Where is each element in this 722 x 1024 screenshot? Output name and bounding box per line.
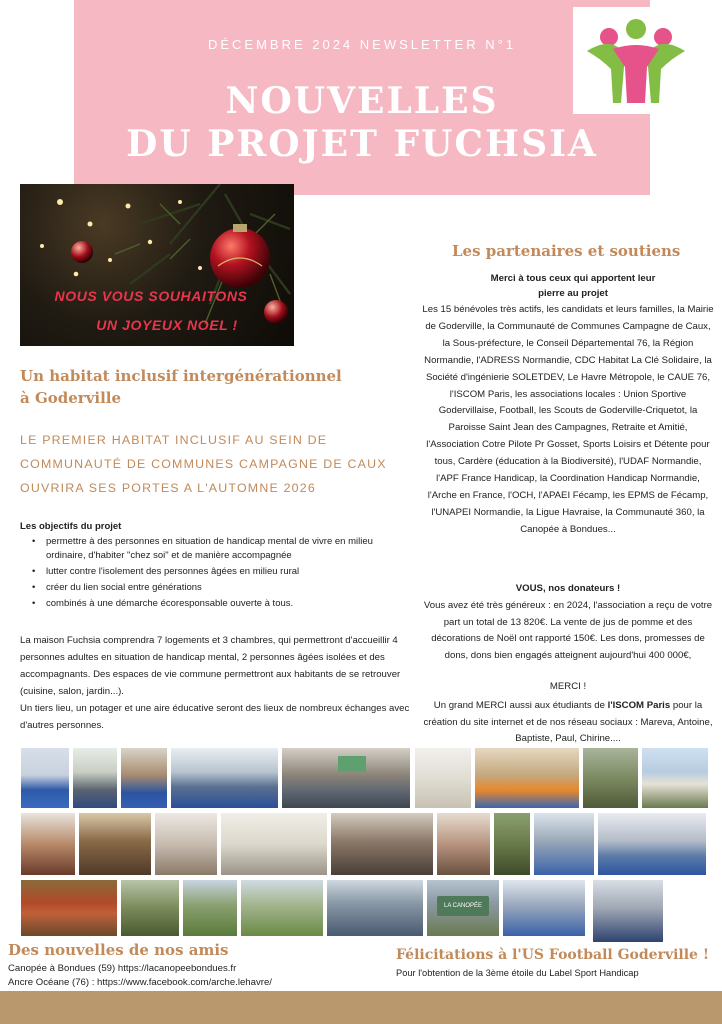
photo-pottery-table — [155, 813, 217, 875]
photo-badminton-hall — [598, 813, 706, 875]
friends-link-ancre[interactable]: Ancre Océane (76) : https://www.facebook.com/arche.lehavre/ — [8, 977, 272, 988]
photo-gym-group — [534, 813, 594, 875]
partners-title: Les partenaires et soutiens — [452, 242, 681, 260]
people-logo-icon — [573, 7, 699, 114]
congrats-subtitle: Pour l'obtention de la 3ème étoile du Label Sport Handicap — [396, 968, 639, 978]
friends-title: Des nouvelles de nos amis — [8, 941, 229, 959]
objectives-list — [36, 535, 406, 612]
photo-meeting-room — [282, 748, 410, 808]
title-line-1: NOUVELLES — [225, 80, 499, 122]
congrats-title: Félicitations à l'US Football Goderville ! — [396, 947, 709, 963]
photo-orchard — [183, 880, 237, 936]
page-title — [74, 80, 650, 166]
canopee-sign-board: LA CANOPÉE — [437, 896, 489, 916]
photo-group-walkers — [73, 748, 117, 808]
photo-kitchen-team — [415, 748, 471, 808]
iscom-thanks — [422, 698, 714, 748]
objective-item: • combinés à une démarche écoresponsable ouverte à tous. — [36, 597, 406, 611]
title-line-2: DU PROJET FUCHSIA — [126, 123, 598, 165]
merci-text: MERCI ! — [549, 681, 587, 692]
photo-field-walk — [241, 880, 323, 936]
donors-title: VOUS, nos donateurs ! — [515, 583, 621, 594]
photo-conference — [331, 813, 433, 875]
photo-projection-screen — [338, 756, 366, 772]
photo-basket-players — [503, 880, 585, 936]
photo-coach-talk — [593, 880, 663, 942]
photo-garden-volunteer — [494, 813, 530, 875]
donors-text: Vous avez été très généreux : en 2024, l'association a reçu de votre part un total de 13 820€. La vente de jus de pomme et des décorations de Noël ont rapporté 150€. Les dons, promesses de dons, dons bien engagés atteignent aujourd'hui 400 000€, — [423, 600, 713, 661]
iscom-suffix: pour la création du site internet et de nos réseau sociaux : Mareva, Antoine, Baptiste, Paul, Chirine.... — [423, 700, 713, 744]
tiers-lieu-paragraph: Un tiers lieu, un potager et une aire éducative seront des lieux de nombreux échanges avec d'autres personnes. — [20, 703, 410, 731]
photo-market-stall — [21, 813, 75, 875]
fuchsia-logo — [573, 7, 699, 114]
objective-item: • permettre à des personnes en situation de handicap mental de vivre en milieu ordinaire, d'habiter "chez soi" et de manière accompagnée — [36, 535, 406, 563]
photo-school-building — [642, 748, 708, 808]
newsletter-kicker: DÉCEMBRE 2024 NEWSLETTER N°1 — [207, 37, 517, 52]
christmas-banner-image — [20, 184, 294, 346]
photo-garden-plants — [583, 748, 638, 808]
photo-group-photo — [327, 880, 423, 936]
objective-item: • créer du lien social entre générations — [36, 581, 406, 595]
partners-lead — [428, 271, 718, 301]
partners-lead-line-2: pierre au projet — [538, 288, 608, 299]
iscom-prefix: Un grand MERCI aussi aux étudiants de — [433, 700, 608, 711]
xmas-greeting-line-2: UN JOYEUX NOEL ! — [96, 317, 238, 333]
habitat-section-title: Un habitat inclusif intergénérationnel à Goderville — [20, 367, 342, 407]
photo-shop-display — [79, 813, 151, 875]
photo-award-women — [437, 813, 490, 875]
photo-garden-work — [121, 880, 179, 936]
objectives-title: Les objectifs du projet — [20, 521, 122, 532]
photo-presentation — [221, 813, 327, 875]
partners-lead-line-1: Merci à tous ceux qui apportent leur — [490, 273, 656, 284]
objective-item: • lutter contre l'isolement des personnes âgées en milieu rural — [36, 565, 406, 579]
photo-apple-crates — [21, 880, 117, 936]
iscom-name: l'ISCOM Paris — [607, 700, 671, 711]
partners-list-text: Les 15 bénévoles très actifs, les candidats et leurs familles, la Mairie de Goderville, la Communauté de Communes Campagne de Caux, la Sous-préfecture, le Conseil Départemental 76, la Région Normandie, l'ADRESS Normandie, CDC Habitat La Clé Solidaire, la Société d'ingénierie SOLETDEV, Le Havre Métropole, le CAUE 76, l'ISCOM Paris, les associations locales : Union Sportive Godervillaise, Football, les Scouts de Goderville-Criquetot, la Paroisse Saint Jean des Campagnes, Retraite et Amitié, l'Association Cotre Pilote Pr Gosset, Sports Loisirs et Détente pour tous, Cardère (éducation à la Biodiversité), l'UDAF Normandie, l'APF France Handicap, la Coordination Handicap Normandie, l'Arche en France, l'OCH, l'APAEI Fécamp, les EPMS de Fécamp, l'UNAPEI Normandie, la Ligue Havraise, la Communauté 360, la Canopée à Bondues... — [422, 304, 714, 535]
photo-badminton-net — [475, 748, 579, 808]
photo-basketball-1 — [121, 748, 167, 808]
habitat-subtitle: LE PREMIER HABITAT INCLUSIF AU SEIN DE COMMUNAUTÉ DE COMMUNES CAMPAGNE DE CAUX OUVRIRA SES PORTES A L'AUTOMNE 2026 — [20, 433, 387, 495]
photo-gym-kids — [21, 748, 69, 808]
photo-la-canopee-sign — [427, 880, 499, 936]
footer-band — [0, 991, 722, 1024]
maison-paragraph: La maison Fuchsia comprendra 7 logements et 3 chambres, qui permettront d'accueillir 4 personnes adultes en situation de handicap mental, 2 personnes âgées isolées et des accompagnants. Des espaces de vie commune permettront aux habitants de se retrouver (cuisine, salon, jardin...). — [20, 635, 401, 697]
friends-link-canopee[interactable]: Canopée à Bondues (59) https://lacanopeebondues.fr — [8, 963, 237, 974]
maison-description — [20, 632, 412, 734]
photo-sports-hall — [171, 748, 278, 808]
xmas-greeting-line-1: NOUS VOUS SOUHAITONS — [54, 288, 248, 304]
